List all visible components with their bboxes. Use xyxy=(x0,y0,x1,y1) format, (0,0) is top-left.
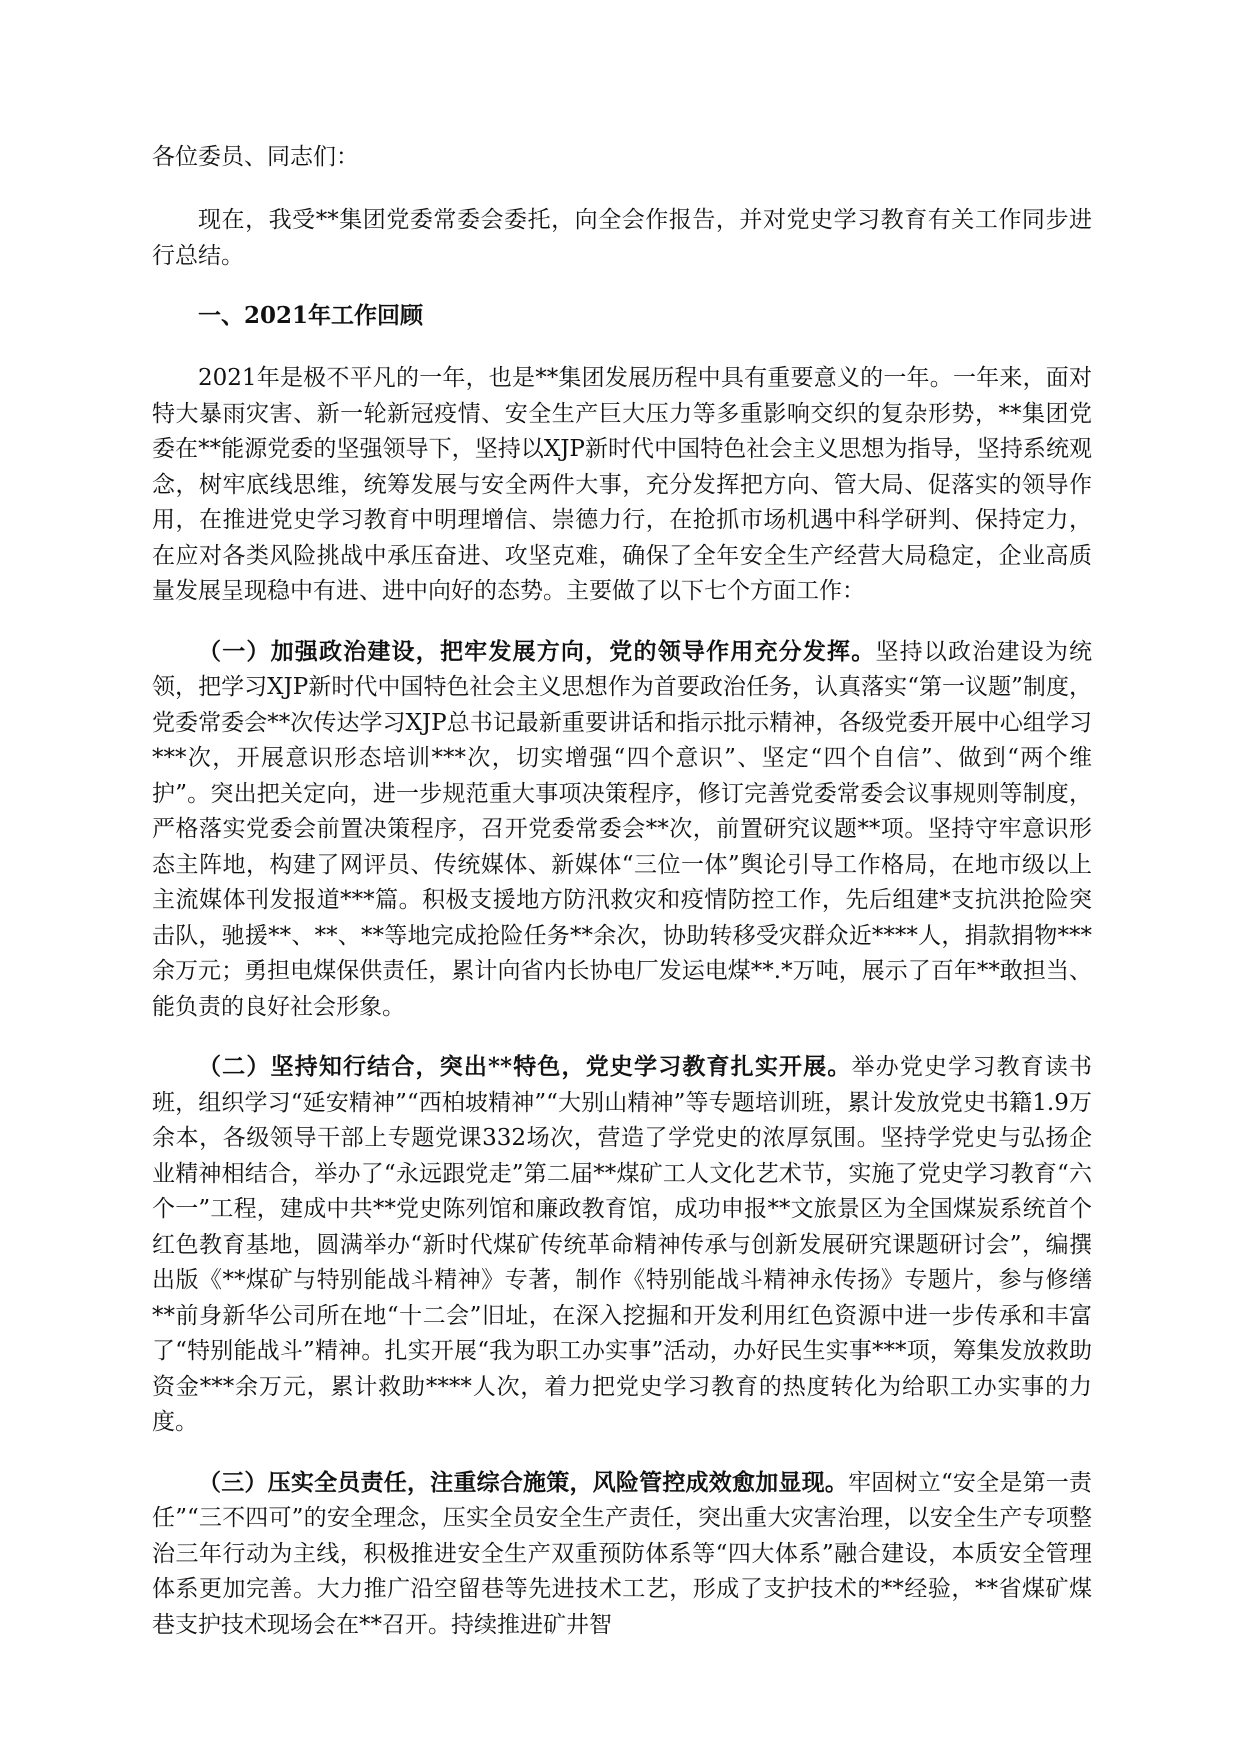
item-body: 牢固树立“安全是第一责任”“三不四可”的安全理念，压实全员安全生产责任，突出重大灾害治理，以安全生产专项整治三年行动为主线，积极推进安全生产双重预防体系等“四大体系”融合建设，本质安全管理体系更加完善。大力推广沿空留巷等先进技术工艺，形成了支护技术的**经验，**省煤矿煤巷支护技术现场会在**召开。持续推进矿井智 xyxy=(152,1469,1093,1638)
item-body: 举办党史学习教育读书班，组织学习“延安精神”“西柏坡精神”“大别山精神”等专题培训班，累计发放党史书籍1.9万余本，各级领导干部上专题党课332场次，营造了学党史的浓厚氛围。坚持学党史与弘扬企业精神相结合，举办了“永远跟党走”第二届**煤矿工人文化艺术节，实施了党史学习教育“六个一”工程，建成中共**党史陈列馆和廉政教育馆，成功申报**文旅景区为全国煤炭系统首个红色教育基地，圆满举办“新时代煤矿传统革命精神传承与创新发展研究课题研讨会”，编撰出版《**煤矿与特别能战斗精神》专著，制作《特别能战斗精神永传扬》专题片，参与修缮**前身新华公司所在地“十二会”旧址，在深入挖掘和开发利用红色资源中进一步传承和丰富了“特别能战斗”精神。扎实开展“我为职工办实事”活动，办好民生实事***项，筹集发放救助资金***余万元，累计救助****人次，着力把党史学习教育的热度转化为给职工办实事的力度。 xyxy=(152,1054,1093,1435)
overview-paragraph: 2021年是极不平凡的一年，也是**集团发展历程中具有重要意义的一年。一年来，面对特大暴雨灾害、新一轮新冠疫情、安全生产巨大压力等多重影响交织的复杂形势，**集团党委在**能源党委的坚强领导下，坚持以XJP新时代中国特色社会主义思想为指导，坚持系统观念，树牢底线思维，统筹发展与安全两件大事，充分发挥把方向、管大局、促落实的领导作用，在推进党史学习教育中明理增信、崇德力行，在抢抓市场机遇中科学研判、保持定力，在应对各类风险挑战中承压奋进、攻坚克难，确保了全年安全生产经营大局稳定，企业高质量发展呈现稳中有进、进中向好的态势。主要做了以下七个方面工作： xyxy=(152,365,1092,604)
document-page xyxy=(152,140,1092,1667)
item-lead: （一）加强政治建设，把牢发展方向，党的领导作用充分发挥。 xyxy=(198,637,876,665)
item-body: 坚持以政治建设为统领，把学习XJP新时代中国特色社会主义思想作为首要政治任务，认真落实“第一议题”制度，党委常委会**次传达学习XJP总书记最新重要讲话和指示批示精神，各级党委开展中心组学习***次，开展意识形态培训***次，切实增强“四个意识”、坚定“四个自信”、做到“两个维护”。突出把关定向，进一步规范重大事项决策程序，修订完善党委常委会议事规则等制度，严格落实党委会前置决策程序，召开党委常委会**次，前置研究议题**项。坚持守牢意识形态主阵地，构建了网评员、传统媒体、新媒体“三位一体”舆论引导工作格局，在地市级以上主流媒体刊发报道***篇。积极支援地方防汛救灾和疫情防控工作，先后组建*支抗洪抢险突击队，驰援**、**、**等地完成抢险任务**余次，协助转移受灾群众近****人，捐款捐物***余万元；勇担电煤保供责任，累计向省内长协电厂发运电煤**.*万吨，展示了百年**敢担当、能负责的良好社会形象。 xyxy=(152,638,1093,1020)
item-lead: （二）坚持知行结合，突出**特色，党史学习教育扎实开展。 xyxy=(198,1053,852,1080)
item-lead: （三）压实全员责任，注重综合施策，风险管控成效愈加显现。 xyxy=(198,1468,849,1496)
intro-paragraph: 现在，我受**集团党委常委会委托，向全会作报告，并对党史学习教育有关工作同步进行总结。 xyxy=(152,207,1092,269)
item-paragraph xyxy=(152,1049,1092,1441)
item-paragraph xyxy=(152,1465,1092,1644)
salutation: 各位委员、同志们： xyxy=(152,144,359,170)
item-paragraph xyxy=(152,634,1092,1026)
section-heading: 一、2021年工作回顾 xyxy=(198,302,424,329)
